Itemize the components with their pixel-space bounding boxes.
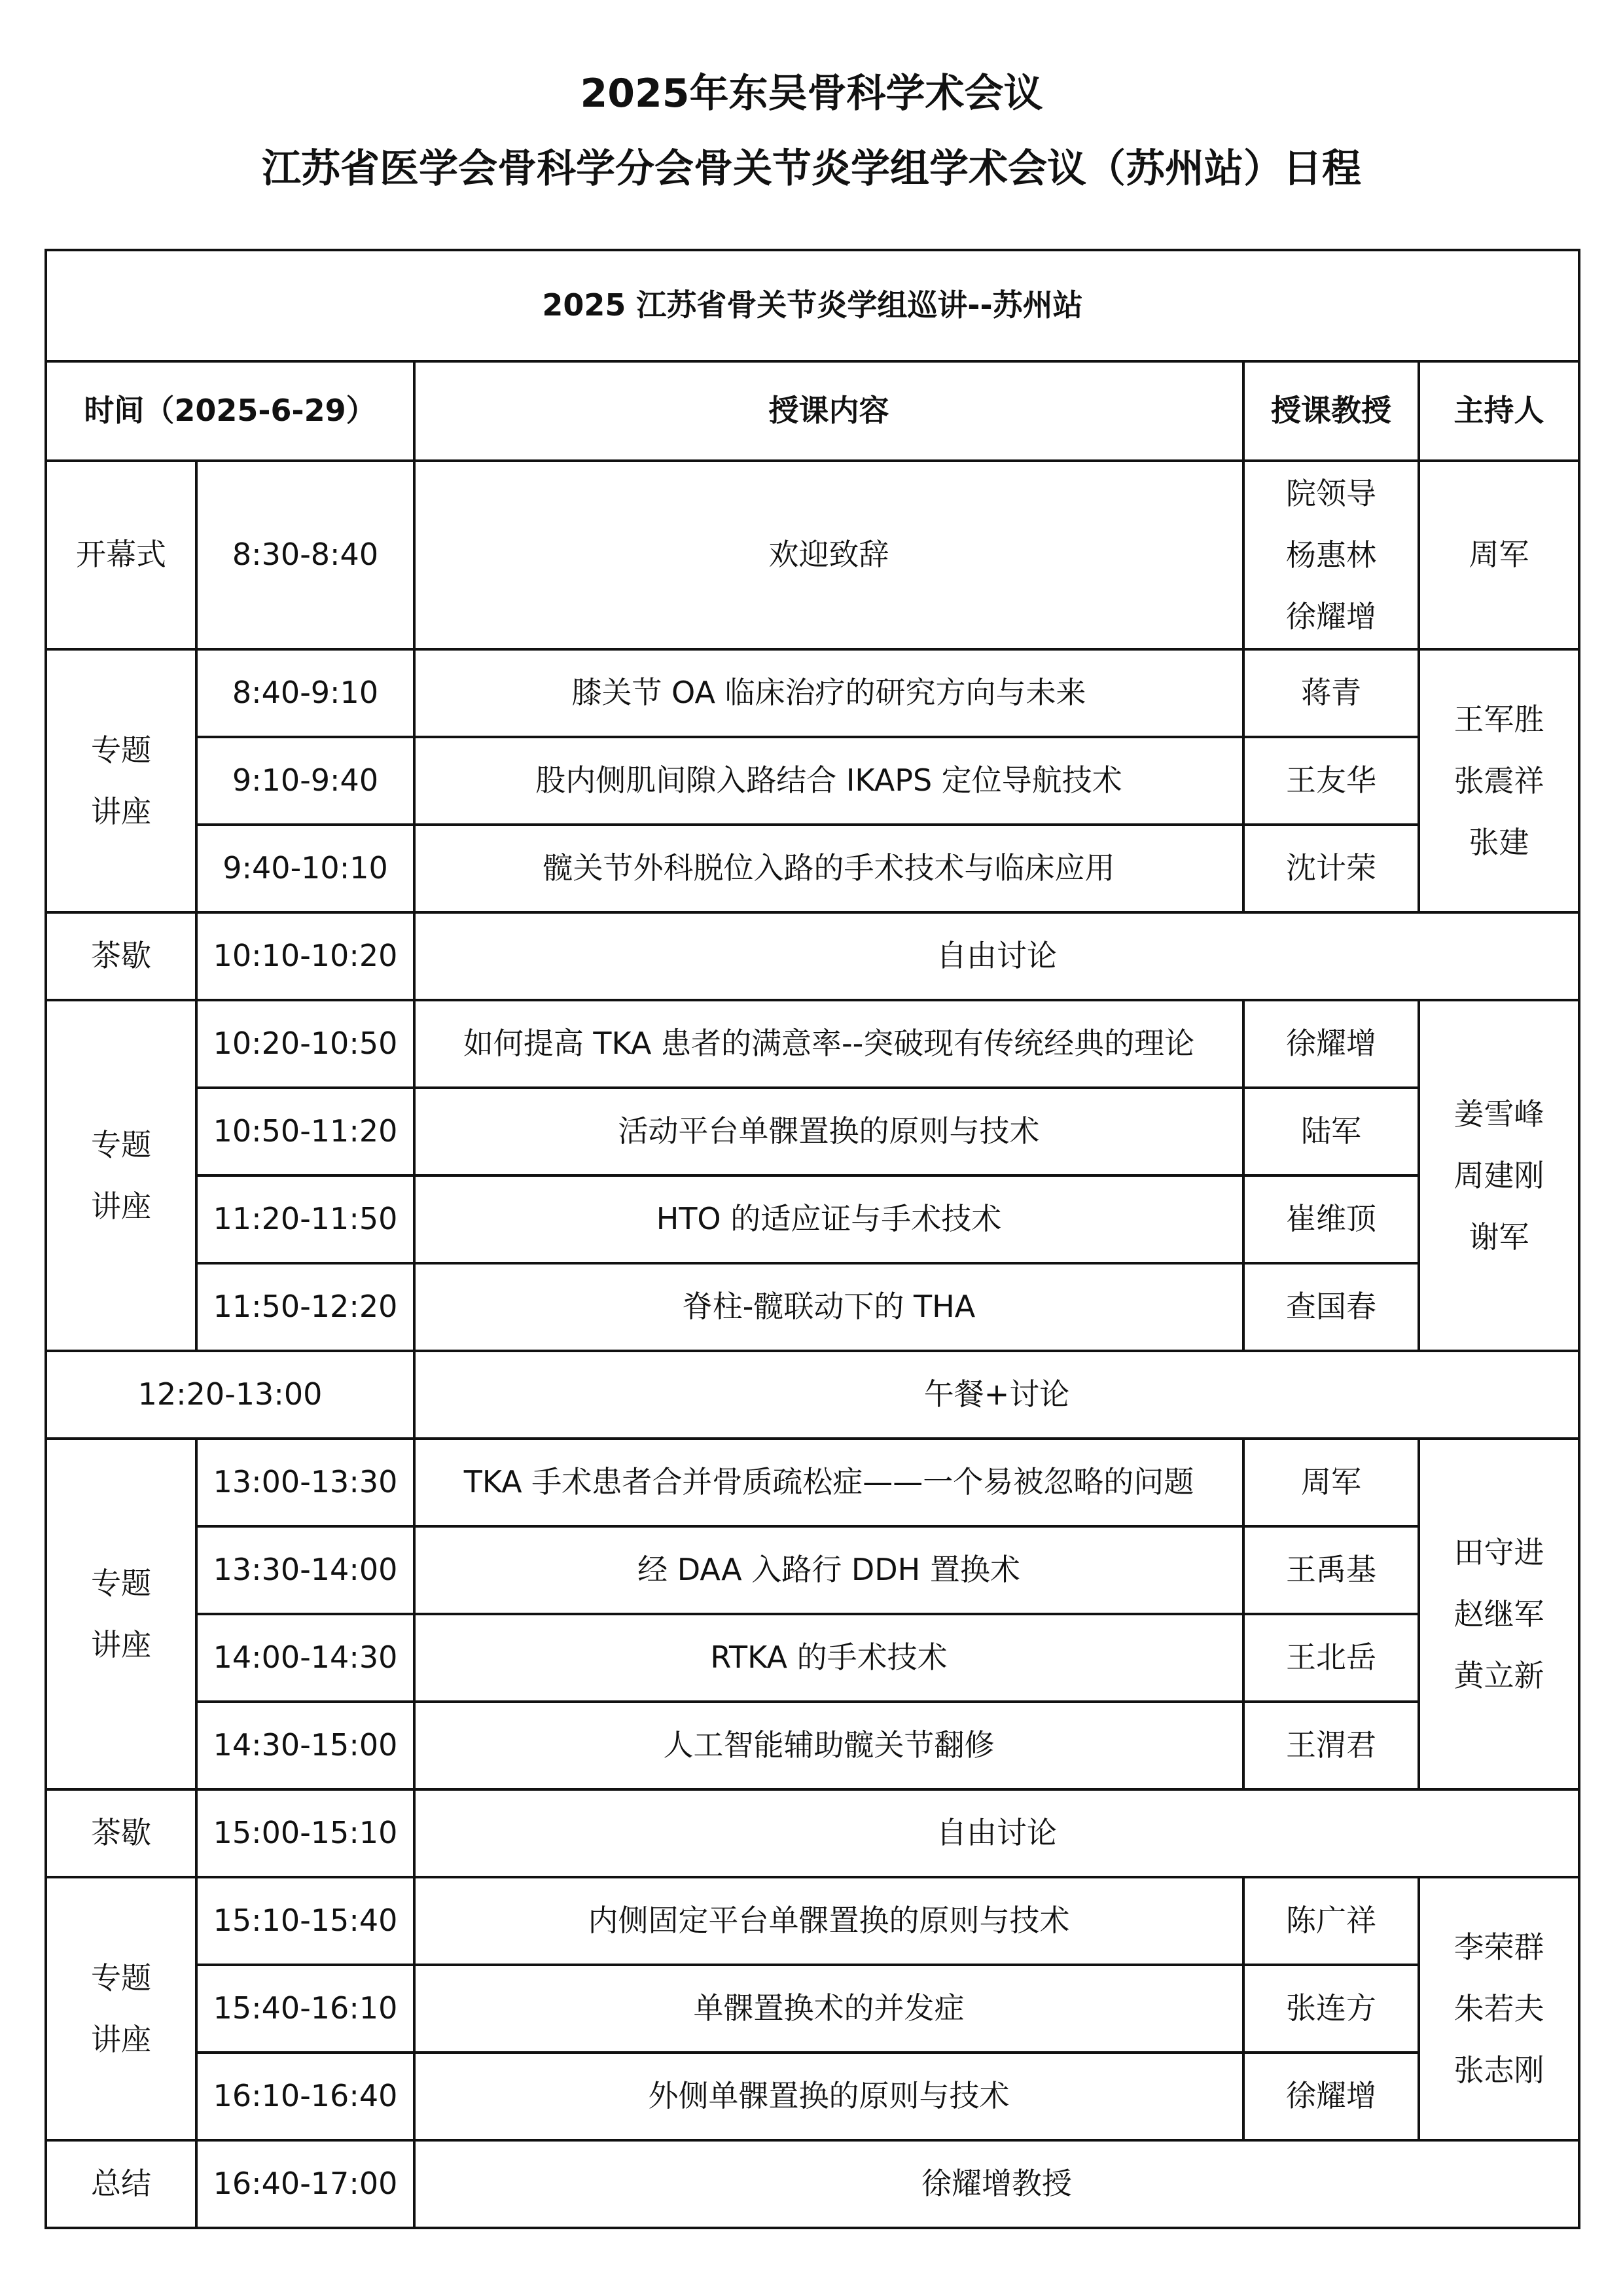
opening-lecturers — [1243, 461, 1419, 649]
row-lecturer: 徐耀增 — [1243, 1000, 1419, 1088]
host-name: 张震祥 — [1454, 763, 1544, 798]
row-content: HTO 的适应证与手术技术 — [414, 1175, 1243, 1263]
block2-session — [46, 1000, 196, 1351]
row-time: 16:10-16:40 — [196, 2053, 414, 2140]
schedule-banner: 2025 江苏省骨关节炎学组巡讲--苏州站 — [46, 250, 1579, 361]
header-time: 时间（2025-6-29） — [46, 361, 414, 461]
host-name: 朱若夫 — [1454, 1991, 1544, 2026]
break2-content: 自由讨论 — [414, 1789, 1579, 1877]
host-name: 王军胜 — [1454, 702, 1544, 737]
header-lecturer: 授课教授 — [1243, 361, 1419, 461]
host-name: 黄立新 — [1454, 1658, 1544, 1693]
row-content: 经 DAA 入路行 DDH 置换术 — [414, 1526, 1243, 1614]
row-content: 如何提高 TKA 患者的满意率--突破现有传统经典的理论 — [414, 1000, 1243, 1088]
row-lecturer: 王北岳 — [1243, 1614, 1419, 1702]
block2-hosts — [1419, 1000, 1579, 1351]
row-content: 人工智能辅助髋关节翻修 — [414, 1702, 1243, 1789]
break1-session: 茶歇 — [46, 912, 196, 1000]
break2-session: 茶歇 — [46, 1789, 196, 1877]
row-lecturer: 陆军 — [1243, 1088, 1419, 1175]
row-lecturer: 查国春 — [1243, 1263, 1419, 1351]
host-name: 张建 — [1469, 825, 1529, 860]
summary-session: 总结 — [46, 2140, 196, 2228]
session-label-line: 讲座 — [91, 2022, 151, 2057]
block4-session — [46, 1877, 196, 2140]
lunch-content: 午餐+讨论 — [414, 1351, 1579, 1439]
schedule-table — [45, 249, 1580, 2229]
host-name: 姜雪峰 — [1454, 1096, 1544, 1132]
row-time: 11:20-11:50 — [196, 1175, 414, 1263]
row-lecturer: 崔维顶 — [1243, 1175, 1419, 1263]
document-subtitle: 江苏省医学会骨科学分会骨关节炎学组学术会议（苏州站）日程 — [262, 146, 1361, 192]
row-content: 膝关节 OA 临床治疗的研究方向与未来 — [414, 649, 1243, 737]
block1-session — [46, 649, 196, 912]
opening-time: 8:30-8:40 — [196, 461, 414, 649]
row-time: 15:10-15:40 — [196, 1877, 414, 1965]
row-lecturer: 沈计荣 — [1243, 825, 1419, 912]
session-label-line: 讲座 — [91, 1627, 151, 1662]
session-label-line: 讲座 — [91, 1189, 151, 1224]
row-content: 外侧单髁置换的原则与技术 — [414, 2053, 1243, 2140]
opening-lecturer: 院领导 — [1286, 476, 1376, 511]
row-lecturer: 周军 — [1243, 1439, 1419, 1526]
header-content: 授课内容 — [414, 361, 1243, 461]
row-content: 脊柱-髋联动下的 THA — [414, 1263, 1243, 1351]
row-time: 13:30-14:00 — [196, 1526, 414, 1614]
row-content: TKA 手术患者合并骨质疏松症——一个易被忽略的问题 — [414, 1439, 1243, 1526]
row-content: 髋关节外科脱位入路的手术技术与临床应用 — [414, 825, 1243, 912]
row-lecturer: 王渭君 — [1243, 1702, 1419, 1789]
row-time: 13:00-13:30 — [196, 1439, 414, 1526]
session-label-line: 专题 — [91, 1127, 151, 1162]
row-time: 10:20-10:50 — [196, 1000, 414, 1088]
row-lecturer: 张连方 — [1243, 1965, 1419, 2053]
block3-session — [46, 1439, 196, 1789]
host-name: 李荣群 — [1454, 1929, 1544, 1965]
block1-hosts — [1419, 649, 1579, 912]
host-name: 周建刚 — [1454, 1158, 1544, 1193]
opening-session: 开幕式 — [46, 461, 196, 649]
row-lecturer: 徐耀增 — [1243, 2053, 1419, 2140]
session-label-line: 专题 — [91, 1566, 151, 1601]
row-lecturer: 陈广祥 — [1243, 1877, 1419, 1965]
document-title: 2025年东吴骨科学术会议 — [580, 71, 1043, 117]
row-content: 活动平台单髁置换的原则与技术 — [414, 1088, 1243, 1175]
summary-content: 徐耀增教授 — [414, 2140, 1579, 2228]
row-lecturer: 王友华 — [1243, 737, 1419, 825]
row-content: 股内侧肌间隙入路结合 IKAPS 定位导航技术 — [414, 737, 1243, 825]
row-content: 单髁置换术的并发症 — [414, 1965, 1243, 2053]
break2-time: 15:00-15:10 — [196, 1789, 414, 1877]
session-label-line: 专题 — [91, 1960, 151, 1996]
opening-content: 欢迎致辞 — [414, 461, 1243, 649]
host-name: 张志刚 — [1454, 2053, 1544, 2088]
summary-time: 16:40-17:00 — [196, 2140, 414, 2228]
break1-content: 自由讨论 — [414, 912, 1579, 1000]
row-time: 14:00-14:30 — [196, 1614, 414, 1702]
row-lecturer: 王禹基 — [1243, 1526, 1419, 1614]
row-time: 9:10-9:40 — [196, 737, 414, 825]
opening-host: 周军 — [1419, 461, 1579, 649]
host-name: 谢军 — [1469, 1219, 1529, 1255]
header-host: 主持人 — [1419, 361, 1579, 461]
row-content: 内侧固定平台单髁置换的原则与技术 — [414, 1877, 1243, 1965]
row-content: RTKA 的手术技术 — [414, 1614, 1243, 1702]
row-time: 8:40-9:10 — [196, 649, 414, 737]
block3-hosts — [1419, 1439, 1579, 1789]
row-time: 9:40-10:10 — [196, 825, 414, 912]
host-name: 赵继军 — [1454, 1596, 1544, 1632]
row-time: 11:50-12:20 — [196, 1263, 414, 1351]
session-label-line: 讲座 — [91, 794, 151, 829]
session-label-line: 专题 — [91, 732, 151, 768]
row-time: 15:40-16:10 — [196, 1965, 414, 2053]
row-time: 14:30-15:00 — [196, 1702, 414, 1789]
opening-lecturer: 徐耀增 — [1286, 599, 1376, 634]
block4-hosts — [1419, 1877, 1579, 2140]
opening-lecturer: 杨惠林 — [1286, 537, 1376, 573]
row-time: 10:50-11:20 — [196, 1088, 414, 1175]
break1-time: 10:10-10:20 — [196, 912, 414, 1000]
row-lecturer: 蒋青 — [1243, 649, 1419, 737]
lunch-time: 12:20-13:00 — [46, 1351, 414, 1439]
host-name: 田守进 — [1454, 1535, 1544, 1570]
